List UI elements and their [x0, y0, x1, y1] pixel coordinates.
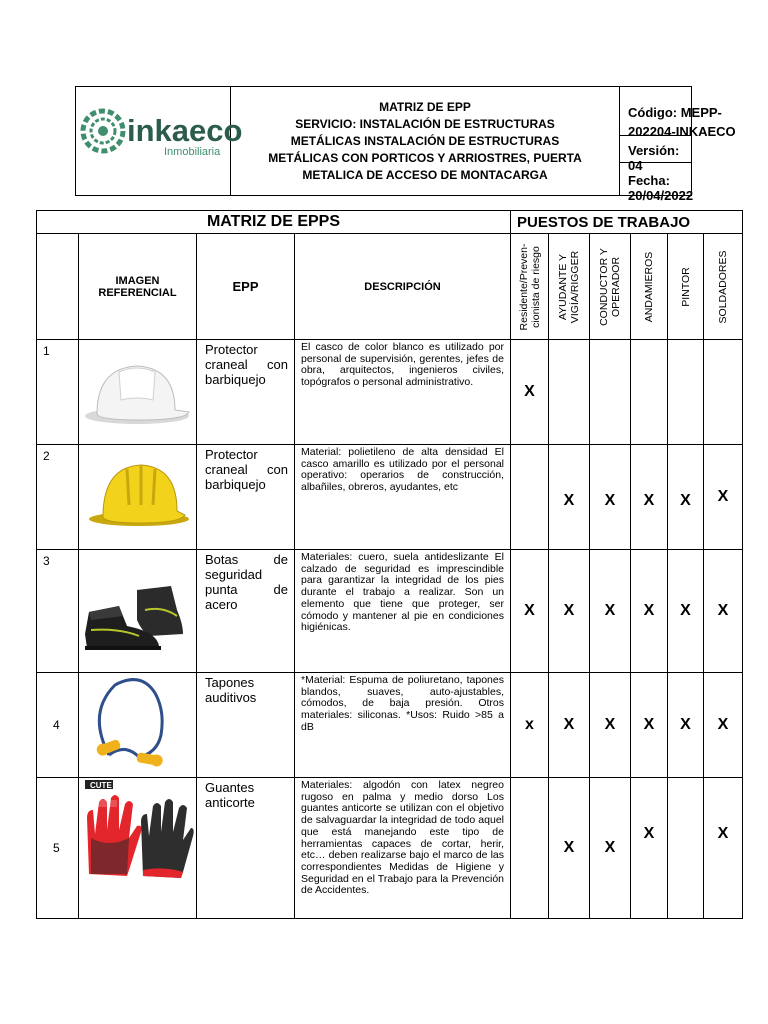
mark-cell: X	[704, 445, 743, 550]
glove-brand-label: CUTE	[90, 781, 112, 790]
image-cut-gloves	[79, 778, 197, 919]
mark-cell: X	[704, 778, 743, 919]
col-epp-header: EPP	[197, 234, 295, 340]
mark-cell: X	[511, 340, 549, 445]
document-meta	[620, 87, 736, 203]
epp-name: Guantes anticorte	[197, 778, 295, 919]
row-number: 5	[37, 778, 79, 919]
mark-cell: X	[549, 550, 590, 673]
document-title	[231, 87, 620, 195]
epp-matrix-table	[36, 210, 743, 919]
puesto-header: AYUDANTE Y VIGÍA/RIGGER	[549, 234, 590, 340]
logo-emblem-icon	[83, 111, 123, 151]
image-yellow-helmet	[79, 445, 197, 550]
title-line: SERVICIO: INSTALACIÓN DE ESTRUCTURAS	[295, 116, 555, 131]
mark-cell: X	[668, 445, 704, 550]
image-safety-boots	[79, 550, 197, 673]
yellow-helmet-icon	[89, 465, 189, 526]
mark-cell: X	[631, 550, 668, 673]
epp-name: Protector craneal con barbiquejo	[197, 340, 295, 445]
puesto-header: SOLDADORES	[704, 234, 743, 340]
table-row	[37, 445, 743, 550]
ear-plugs-icon	[95, 680, 164, 768]
table-row	[37, 778, 743, 919]
safety-boots-icon	[85, 586, 183, 650]
puesto-header: Residente/Preven-cionista de riesgo	[511, 234, 549, 340]
mark-cell: X	[590, 445, 631, 550]
matrix-title: MATRIZ DE EPPS	[37, 211, 511, 234]
puesto-header: PINTOR	[668, 234, 704, 340]
document-version: Versión: 04	[628, 143, 680, 173]
document-date: Fecha: 20/04/2022	[628, 173, 694, 203]
mark-cell: X	[590, 550, 631, 673]
table-row	[37, 340, 743, 445]
mark-cell: x	[511, 673, 549, 778]
table-row	[37, 673, 743, 778]
mark-cell	[511, 445, 549, 550]
company-logo	[76, 87, 243, 195]
mark-cell	[631, 340, 668, 445]
col-desc-header: DESCRIPCIÓN	[295, 234, 511, 340]
epp-name: Botas de seguridad punta de acero	[197, 550, 295, 673]
mark-cell: X	[549, 673, 590, 778]
puestos-title: PUESTOS DE TRABAJO	[511, 211, 743, 234]
mark-cell: X	[590, 673, 631, 778]
row-number: 2	[37, 445, 79, 550]
mark-cell: X	[631, 445, 668, 550]
mark-cell: X	[631, 673, 668, 778]
col-imagen-header: IMAGEN REFERENCIAL	[79, 234, 197, 340]
puesto-header: CONDUCTOR Y OPERADOR	[590, 234, 631, 340]
document-code: Código: MEPP-202204-INKAECO	[628, 105, 736, 139]
table-row	[37, 550, 743, 673]
mark-cell: X	[549, 445, 590, 550]
epp-name: Protector craneal con barbiquejo	[197, 445, 295, 550]
mark-cell: X	[704, 550, 743, 673]
row-number: 1	[37, 340, 79, 445]
epp-description: El casco de color blanco es utilizado por personal de supervisión, gerentes, jefes de obra, arquitectos, ingenieros civiles, topógrafos o personal administrativo.	[295, 340, 511, 445]
mark-cell: X	[549, 778, 590, 919]
epp-description: Materiales: algodón con latex negreo rugoso en palma y medio dorso Los guantes anticorte se utilizan con el objetivo de salvaguardar la integridad de todo aquel que está manejando este tipo de herramientas capaces de cortar, herir, etc… deben realizarse bajo el marco de las correspondientes Medidas de Higiene y Seguridad en el Trabajo para la Prevención de Accidentes.	[295, 778, 511, 919]
image-white-helmet	[79, 340, 197, 445]
puesto-header: ANDAMIEROS	[631, 234, 668, 340]
epp-name: Tapones auditivos	[197, 673, 295, 778]
mark-cell: X	[668, 550, 704, 673]
mark-cell	[704, 340, 743, 445]
mark-cell: X	[704, 673, 743, 778]
mark-cell: X	[590, 778, 631, 919]
title-line: METÁLICAS INSTALACIÓN DE ESTRUCTURAS	[290, 133, 560, 148]
mark-cell: X	[631, 778, 668, 919]
logo-subtitle: Inmobiliaria	[164, 146, 221, 158]
title-line: METALICA DE ACCESO DE MONTACARGA	[302, 167, 548, 182]
mark-cell	[668, 778, 704, 919]
row-number: 4	[37, 673, 79, 778]
logo-wordmark: inkaeco	[127, 113, 243, 148]
document-header	[75, 86, 736, 203]
mark-cell	[668, 340, 704, 445]
image-ear-plugs	[79, 673, 197, 778]
white-helmet-icon	[85, 366, 189, 424]
mark-cell	[549, 340, 590, 445]
mark-cell	[590, 340, 631, 445]
mark-cell: X	[668, 673, 704, 778]
mark-cell	[511, 778, 549, 919]
epp-description: Materiales: cuero, suela antideslizante El calzado de seguridad es imprescindible para garantizar la integridad de los pies durante el trabajo a realizar. Son un elemento que tiene que proteger, ser cómodo y mantener al pie en condiciones higiénicas.	[295, 550, 511, 673]
epp-description: Material: polietileno de alta densidad El casco amarillo es utilizado por el personal operativo: operarios de construcción, albañiles, obreros, ayudantes, etc	[295, 445, 511, 550]
title-line: MATRIZ DE EPP	[379, 99, 471, 114]
cut-gloves-icon	[85, 780, 194, 878]
epp-description: *Material: Espuma de poliuretano, tapones blandos, suaves, auto-ajustables, cómodos, de baja presión. Otros materiales: siliconas. *Usos: Ruido >85 a dB	[295, 673, 511, 778]
title-line: METÁLICAS CON PORTICOS Y ARRIOSTRES, PUERTA	[268, 150, 582, 165]
mark-cell: X	[511, 550, 549, 673]
row-number: 3	[37, 550, 79, 673]
